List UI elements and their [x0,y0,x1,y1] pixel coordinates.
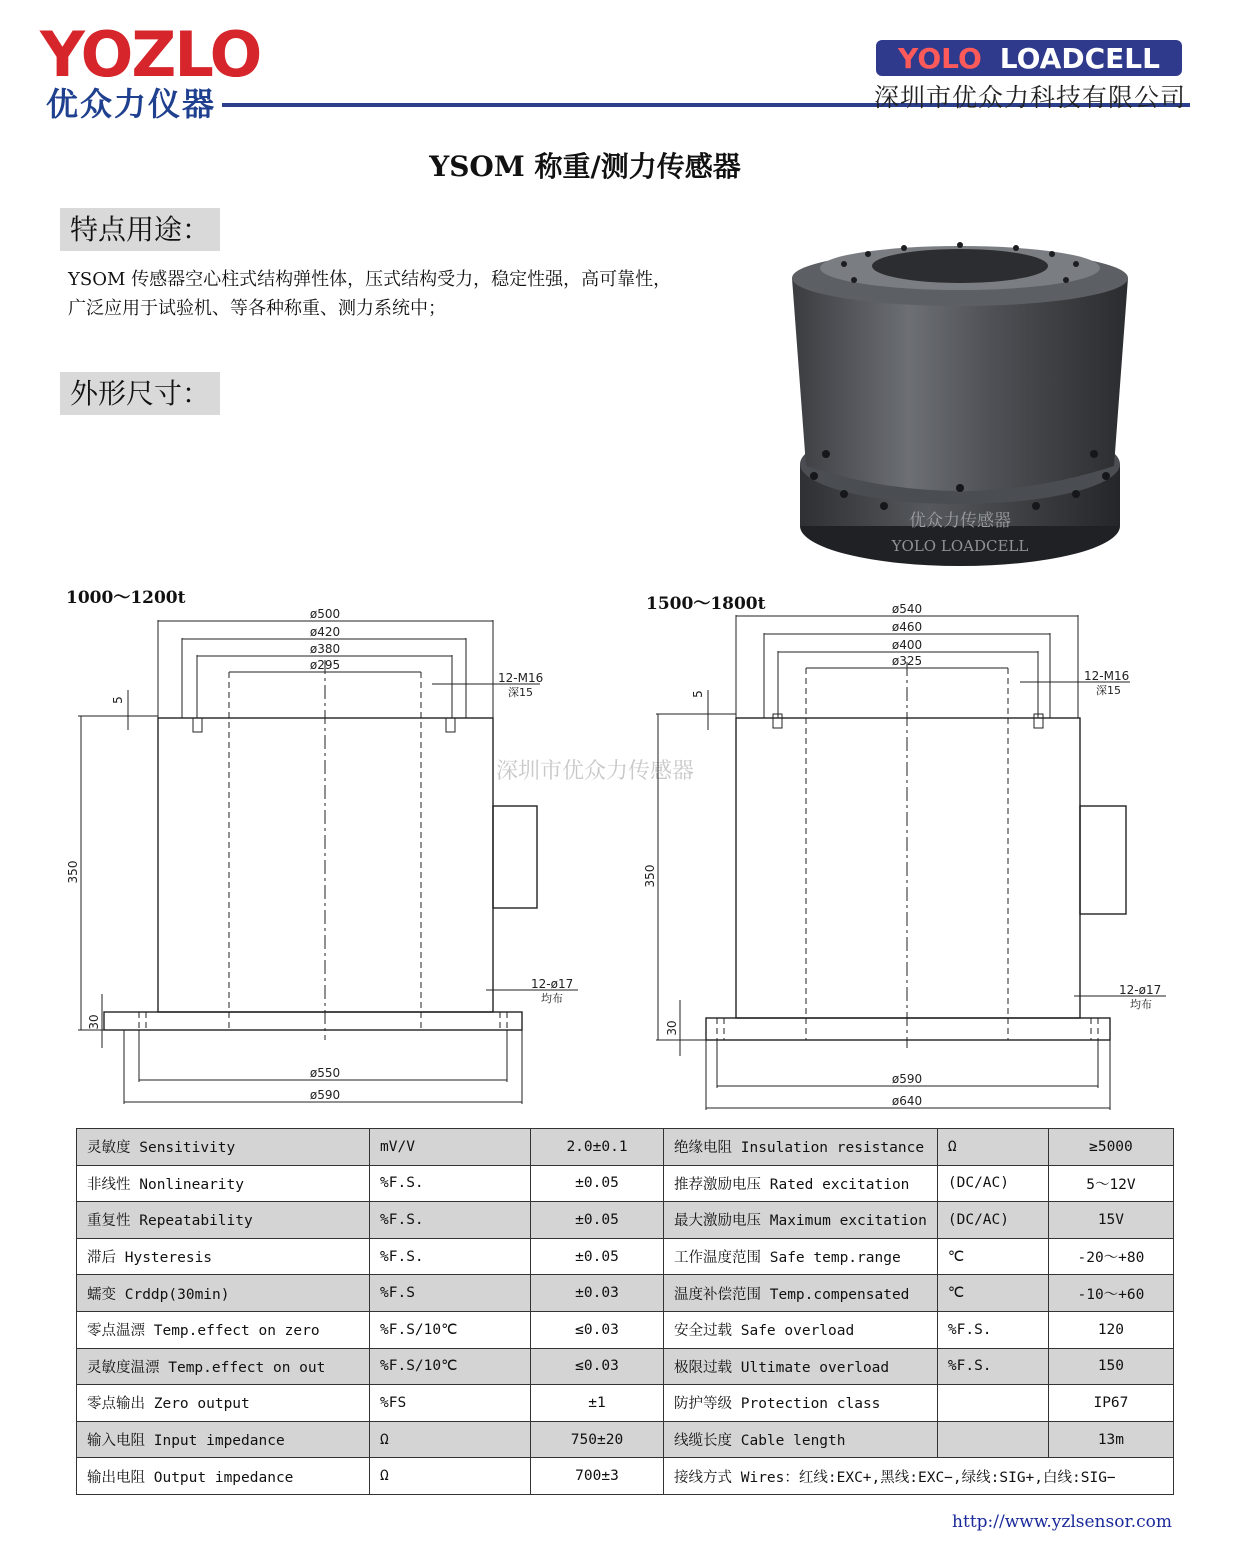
brand-left: YOLO [898,41,982,75]
spec-value: ±0.05 [531,1165,664,1202]
spec-unit: %F.S/10℃ [370,1311,531,1348]
spec-value: ±0.03 [531,1275,664,1312]
spec-value: ±0.05 [531,1238,664,1275]
brand-right: LOADCELL [999,41,1160,75]
spec-value: 120 [1048,1311,1173,1348]
table-row [77,1421,1174,1458]
spec-value: 15V [1048,1202,1173,1239]
spec-value: ≥5000 [1048,1129,1173,1166]
company-name: 深圳市优众力科技有限公司 [874,83,1187,112]
hole-even: 均布 [1130,998,1152,1011]
spec-name: 蠕变 Crddp(30min) [77,1275,370,1312]
table-row [77,1202,1174,1239]
spec-unit: mV/V [370,1129,531,1166]
features-heading: 特点用途： [60,208,220,251]
logo-subtitle: 优众力仪器 [46,85,217,123]
product-photo [784,226,1136,566]
spec-unit: %F.S. [370,1202,531,1239]
wiring-spec: 接线方式 Wires：红线:EXC+,黑线:EXC−,绿线:SIG+,白线:SIG− [664,1458,1174,1495]
spec-unit: ℃ [937,1238,1048,1275]
spec-value: 700±3 [531,1458,664,1495]
table-row [77,1458,1174,1495]
spec-value: ±0.05 [531,1202,664,1239]
spec-unit: Ω [370,1421,531,1458]
features-line-1: YSOM 传感器空心柱式结构弹性体，压式结构受力，稳定性强，高可靠性， [68,269,672,290]
hole-even: 均布 [541,992,563,1005]
dim-d590: ø590 [309,1088,341,1102]
spec-unit: %F.S. [937,1311,1048,1348]
dim-h30: 30 [87,1014,101,1030]
dimensions-heading: 外形尺寸： [60,372,220,415]
spec-name: 重复性 Repeatability [77,1202,370,1239]
spec-value: 750±20 [531,1421,664,1458]
page-title: YSOM 称重/测力传感器 [429,150,741,183]
dim-d590: ø590 [891,1072,923,1086]
thread-spec: 12-M16 [1084,669,1130,683]
features-description [68,265,768,323]
left-technical-drawing [0,600,620,1110]
spec-table [76,1128,1174,1495]
spec-name: 灵敏度 Sensitivity [77,1129,370,1166]
spec-value: 150 [1048,1348,1173,1385]
spec-name: 最大激励电压 Maximum excitation [664,1202,938,1239]
spec-name: 灵敏度温漂 Temp.effect on out [77,1348,370,1385]
spec-unit: (DC/AC) [937,1202,1048,1239]
spec-name: 推荐激励电压 Rated excitation [664,1165,938,1202]
dim-h5: 5 [691,690,705,698]
spec-name: 极限过载 Ultimate overload [664,1348,938,1385]
spec-name: 温度补偿范围 Temp.compensated [664,1275,938,1312]
right-drawing-label: 1500～1800t [646,594,766,614]
right-technical-drawing [620,600,1220,1120]
spec-value: IP67 [1048,1385,1173,1422]
spec-unit [937,1421,1048,1458]
spec-name: 输入电阻 Input impedance [77,1421,370,1458]
website-link[interactable]: http://www.yzlsensor.com [952,1512,1172,1532]
spec-value: ±1 [531,1385,664,1422]
table-row [77,1385,1174,1422]
dim-d380: ø380 [309,642,341,656]
spec-name: 绝缘电阻 Insulation resistance [664,1129,938,1166]
dim-d550: ø550 [309,1066,341,1080]
dim-h350: 350 [643,864,657,888]
spec-value: 5～12V [1048,1165,1173,1202]
spec-unit: %FS [370,1385,531,1422]
dim-d500: ø500 [309,607,341,621]
spec-unit: (DC/AC) [937,1165,1048,1202]
spec-unit: %F.S. [370,1165,531,1202]
spec-value: -20～+80 [1048,1238,1173,1275]
dim-d540: ø540 [891,602,923,616]
spec-unit: %F.S [370,1275,531,1312]
logo: YOZLO [40,18,261,91]
spec-name: 非线性 Nonlinearity [77,1165,370,1202]
spec-value: 13m [1048,1421,1173,1458]
spec-value: ≤0.03 [531,1348,664,1385]
features-line-2: 广泛应用于试验机、等各种称重、测力系统中； [68,298,446,319]
left-drawing-label: 1000～1200t [66,588,186,608]
dim-d460: ø460 [891,620,923,634]
spec-name: 输出电阻 Output impedance [77,1458,370,1495]
table-row [77,1238,1174,1275]
spec-name: 零点温漂 Temp.effect on zero [77,1311,370,1348]
table-row [77,1311,1174,1348]
spec-name: 滞后 Hysteresis [77,1238,370,1275]
thread-depth: 深15 [508,686,533,699]
spec-name: 安全过载 Safe overload [664,1311,938,1348]
dim-d400: ø400 [891,638,923,652]
table-row [77,1348,1174,1385]
table-row [77,1275,1174,1312]
brand-banner [876,40,1182,76]
hole-spec: 12-ø17 [531,977,574,991]
table-row [77,1129,1174,1166]
spec-unit: %F.S. [370,1238,531,1275]
spec-name: 零点输出 Zero output [77,1385,370,1422]
spec-value: ≤0.03 [531,1311,664,1348]
spec-value: -10～+60 [1048,1275,1173,1312]
photo-watermark-en: YOLO LOADCELL [891,537,1029,555]
spec-name: 工作温度范围 Safe temp.range [664,1238,938,1275]
spec-name: 线缆长度 Cable length [664,1421,938,1458]
dim-h350: 350 [66,860,80,884]
spec-unit: Ω [370,1458,531,1495]
spec-unit: ℃ [937,1275,1048,1312]
spec-name: 防护等级 Protection class [664,1385,938,1422]
dim-d325: ø325 [891,654,923,668]
dim-h5: 5 [111,696,125,704]
thread-depth: 深15 [1096,684,1121,697]
dim-d420: ø420 [309,625,341,639]
spec-unit: Ω [937,1129,1048,1166]
table-row [77,1165,1174,1202]
spec-unit [937,1385,1048,1422]
spec-unit: %F.S. [937,1348,1048,1385]
dim-d640: ø640 [891,1094,923,1108]
hole-spec: 12-ø17 [1119,983,1162,997]
dim-h30: 30 [665,1020,679,1036]
spec-value: 2.0±0.1 [531,1129,664,1166]
photo-watermark-cn: 优众力传感器 [909,511,1011,531]
spec-unit: %F.S/10℃ [370,1348,531,1385]
thread-spec: 12-M16 [498,671,544,685]
drawing-watermark: 深圳市优众力传感器 [496,759,695,784]
dim-d295: ø295 [309,658,341,672]
